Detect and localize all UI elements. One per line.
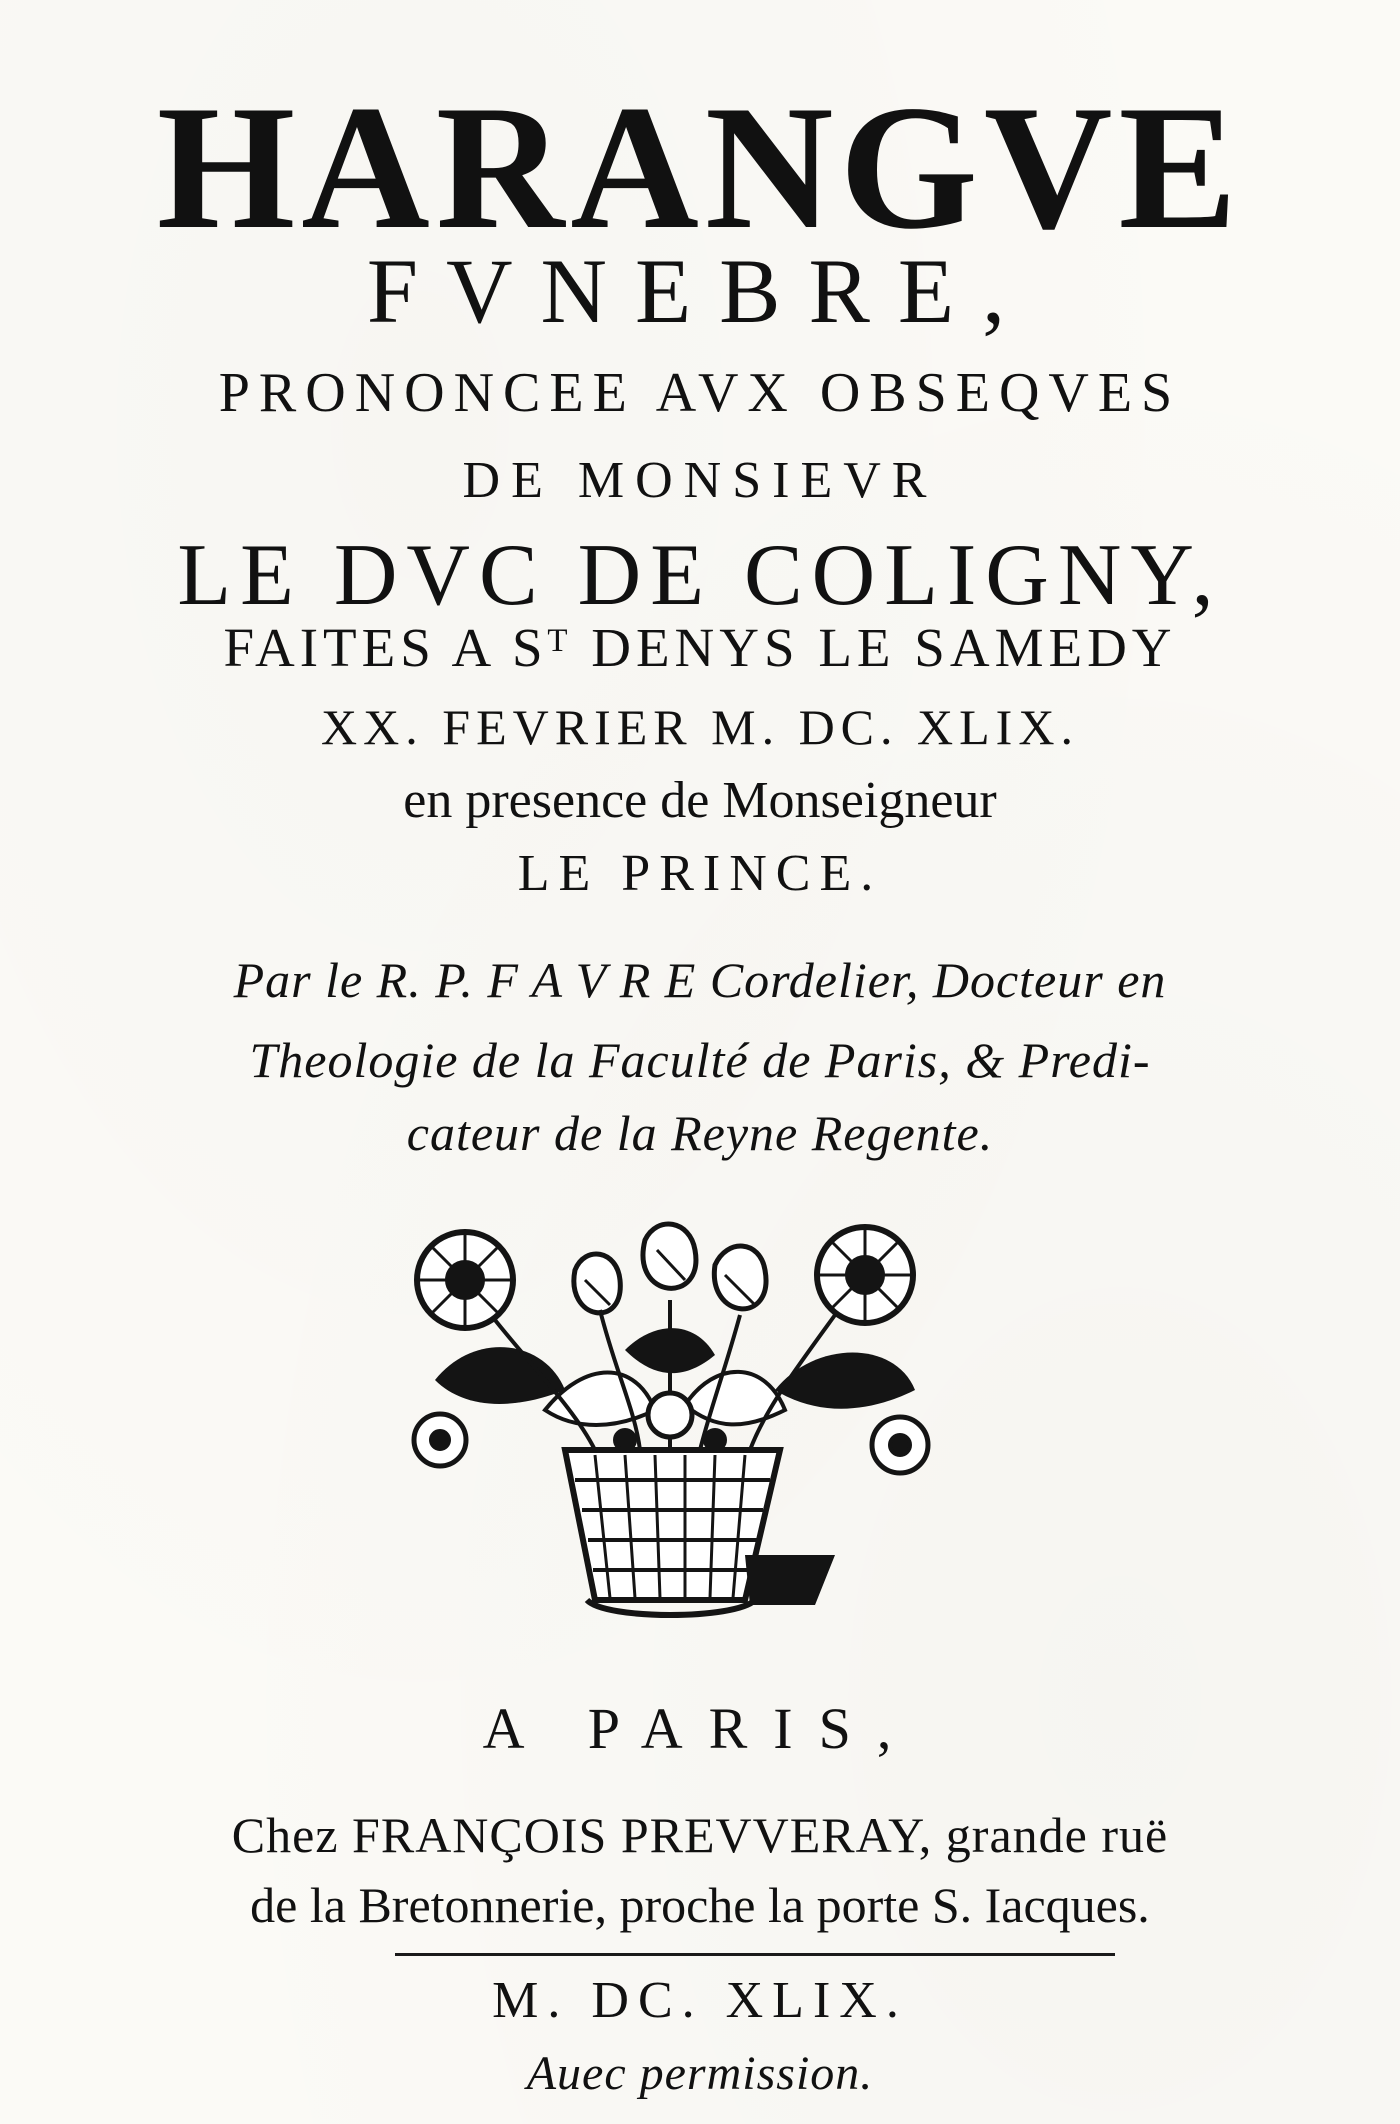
subtitle: FVNEBRE, xyxy=(366,240,1034,342)
duke-line: LE DVC DE COLIGNY, xyxy=(177,527,1223,624)
imprint-printer: Chez FRANÇOIS PREVVERAY, grande ruë xyxy=(231,1807,1169,1863)
imprint-year: M. DC. XLIX. xyxy=(492,1972,908,2029)
date-line: XX. FEVRIER M. DC. XLIX. xyxy=(321,699,1079,755)
author-line-1: Par le R. P. F A V R E Cordelier, Docteur en xyxy=(233,952,1167,1008)
pronounced-line: PRONONCEE AVX OBSEQVES xyxy=(218,362,1182,424)
prince-line: LE PRINCE. xyxy=(517,845,883,902)
permission-line: Auec permission. xyxy=(526,2047,874,2100)
imprint-city: A PARIS, xyxy=(482,1696,918,1761)
de-monsieur-line: DE MONSIEVR xyxy=(462,452,938,509)
title: HARANGVE xyxy=(156,68,1244,266)
author-line-2: Theologie de la Faculté de Paris, & Predi- xyxy=(249,1032,1151,1088)
place-line: FAITES A Sᵀ DENYS LE SAMEDY xyxy=(223,617,1177,678)
flower-basket-woodcut-icon xyxy=(395,1210,955,1630)
imprint-address: de la Bretonnerie, proche la porte S. Iacques. xyxy=(250,1877,1150,1933)
author-line-3: cateur de la Reyne Regente. xyxy=(406,1105,994,1161)
presence-line: en presence de Monseigneur xyxy=(403,772,997,829)
divider-rule xyxy=(395,1953,1115,1956)
